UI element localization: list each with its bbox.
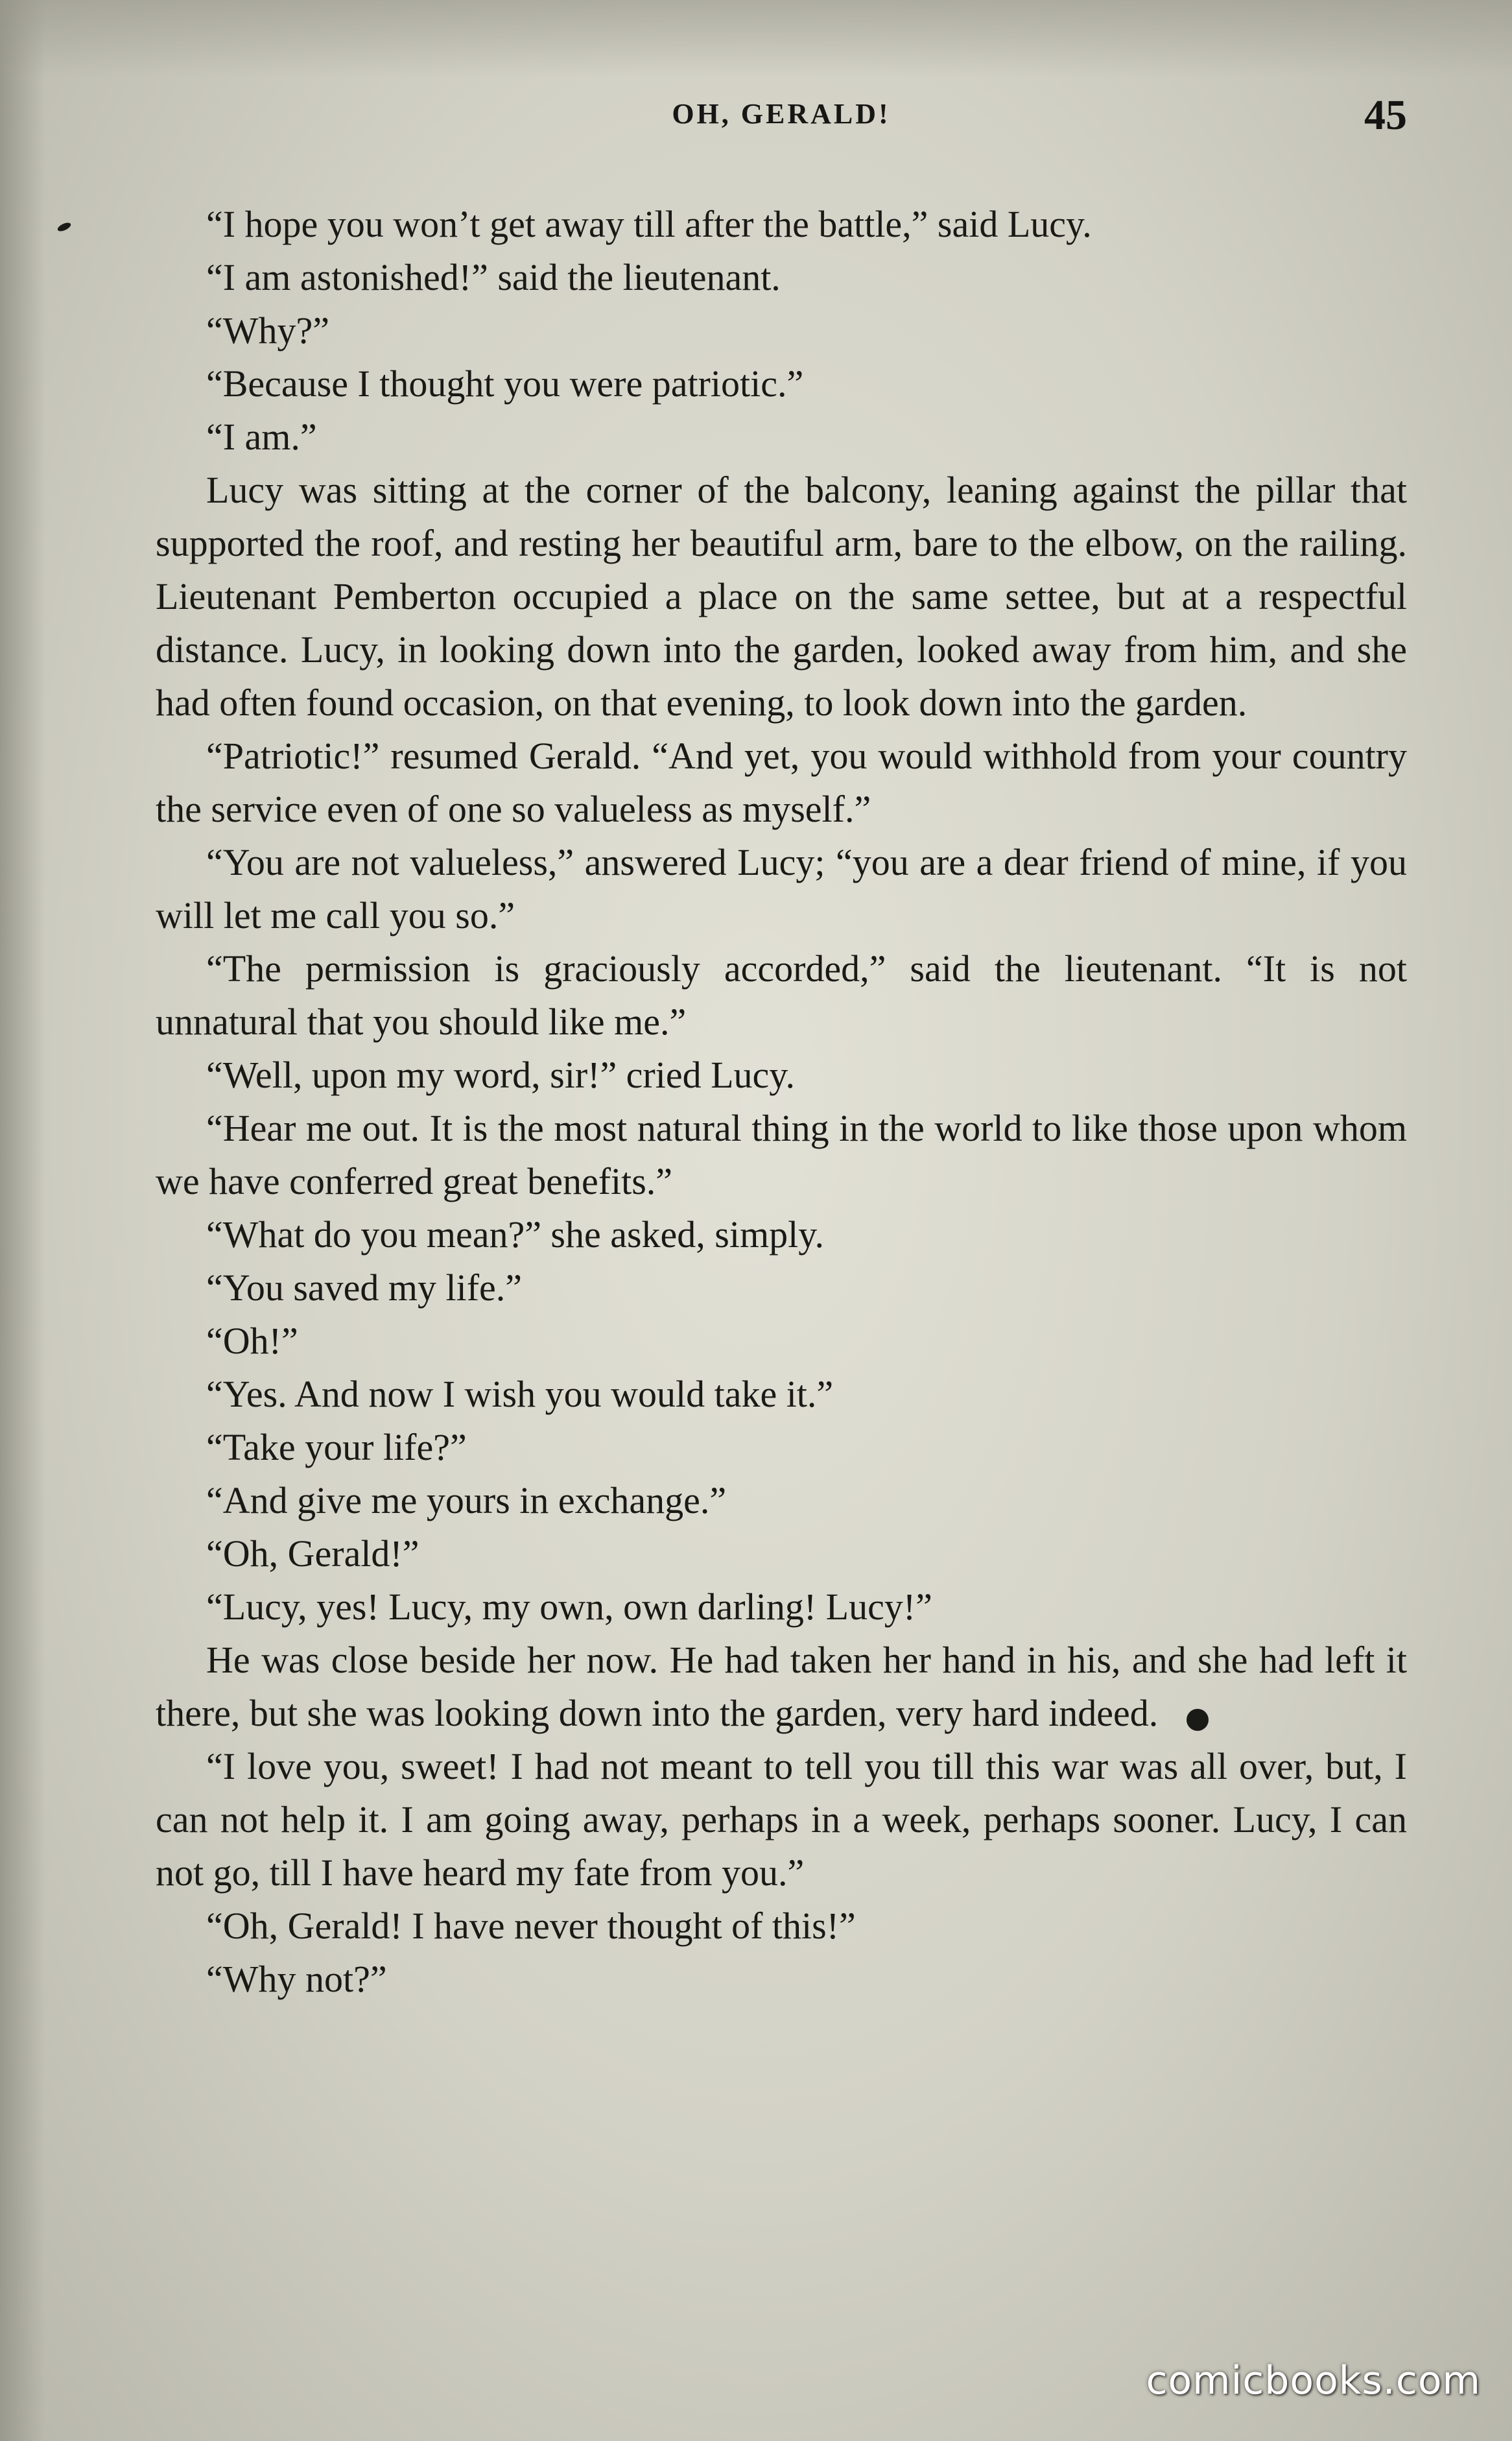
paragraph: “The permission is graciously accorded,” said the lieutenant. “It is not unnatural that you should like me.” xyxy=(156,947,1407,1043)
paragraph: “Hear me out. It is the most natural thing in the world to like those upon whom we have conferred great benefits.” xyxy=(156,1107,1407,1202)
paragraph: “I am.” xyxy=(206,416,317,458)
paragraph: “What do you mean?” she asked, simply. xyxy=(206,1213,824,1256)
paragraph: “Why?” xyxy=(206,309,329,351)
paragraph: “Oh, Gerald!” xyxy=(206,1532,419,1575)
paragraph: “I am astonished!” said the lieutenant. xyxy=(206,256,781,298)
ink-spot xyxy=(56,221,72,233)
page-header xyxy=(156,91,1407,156)
paragraph: “Yes. And now I wish you would take it.” xyxy=(206,1373,834,1415)
paragraph: “I hope you won’t get away till after the battle,” said Lucy. xyxy=(206,203,1092,245)
paragraph: “Lucy, yes! Lucy, my own, own darling! Lucy!” xyxy=(206,1586,932,1628)
paragraph: “Oh, Gerald! I have never thought of this!” xyxy=(206,1905,856,1947)
page-top-shadow xyxy=(0,0,1512,78)
paragraph: “Take your life?” xyxy=(206,1426,467,1468)
paragraph: “And give me yours in exchange.” xyxy=(206,1479,727,1521)
body-text xyxy=(156,198,1407,2006)
paragraph: “I love you, sweet! I had not meant to tell you till this war was all over, but, I can not help it. I am going away, perhaps in a week, perhaps sooner. Lucy, I can not go, till I have heard my fate from you.” xyxy=(156,1745,1407,1894)
paragraph: “Because I thought you were patriotic.” xyxy=(206,363,804,405)
watermark: comicbooks.com xyxy=(1146,2358,1481,2403)
page-edge-shadow xyxy=(0,0,45,2441)
page-number: 45 xyxy=(1364,91,1407,139)
paragraph: “You saved my life.” xyxy=(206,1267,523,1309)
paragraph: “Patriotic!” resumed Gerald. “And yet, you would withhold from your country the service even of one so valueless as myself.” xyxy=(156,735,1407,830)
paragraph: “Why not?” xyxy=(206,1958,387,2000)
paragraph: “You are not valueless,” answered Lucy; “you are a dear friend of mine, if you will let me call you so.” xyxy=(156,841,1407,936)
running-head: OH, GERALD! xyxy=(672,98,891,130)
paragraph: Lucy was sitting at the corner of the balcony, leaning against the pillar that supported the roof, and resting her beautiful arm, bare to the elbow, on the railing. Lieutenant Pemberton occupied a place on the same settee, but at a respectful distance. Lucy, in looking down into the garden, looked away from him, and she had often found occasion, on that evening, to look down into the garden. xyxy=(156,469,1407,724)
ink-spot xyxy=(1187,1709,1209,1731)
paragraph: He was close beside her now. He had taken her hand in his, and she had left it there, but she was looking down into the garden, very hard indeed. xyxy=(156,1639,1407,1734)
paragraph: “Well, upon my word, sir!” cried Lucy. xyxy=(206,1054,796,1096)
paragraph: “Oh!” xyxy=(206,1320,298,1362)
